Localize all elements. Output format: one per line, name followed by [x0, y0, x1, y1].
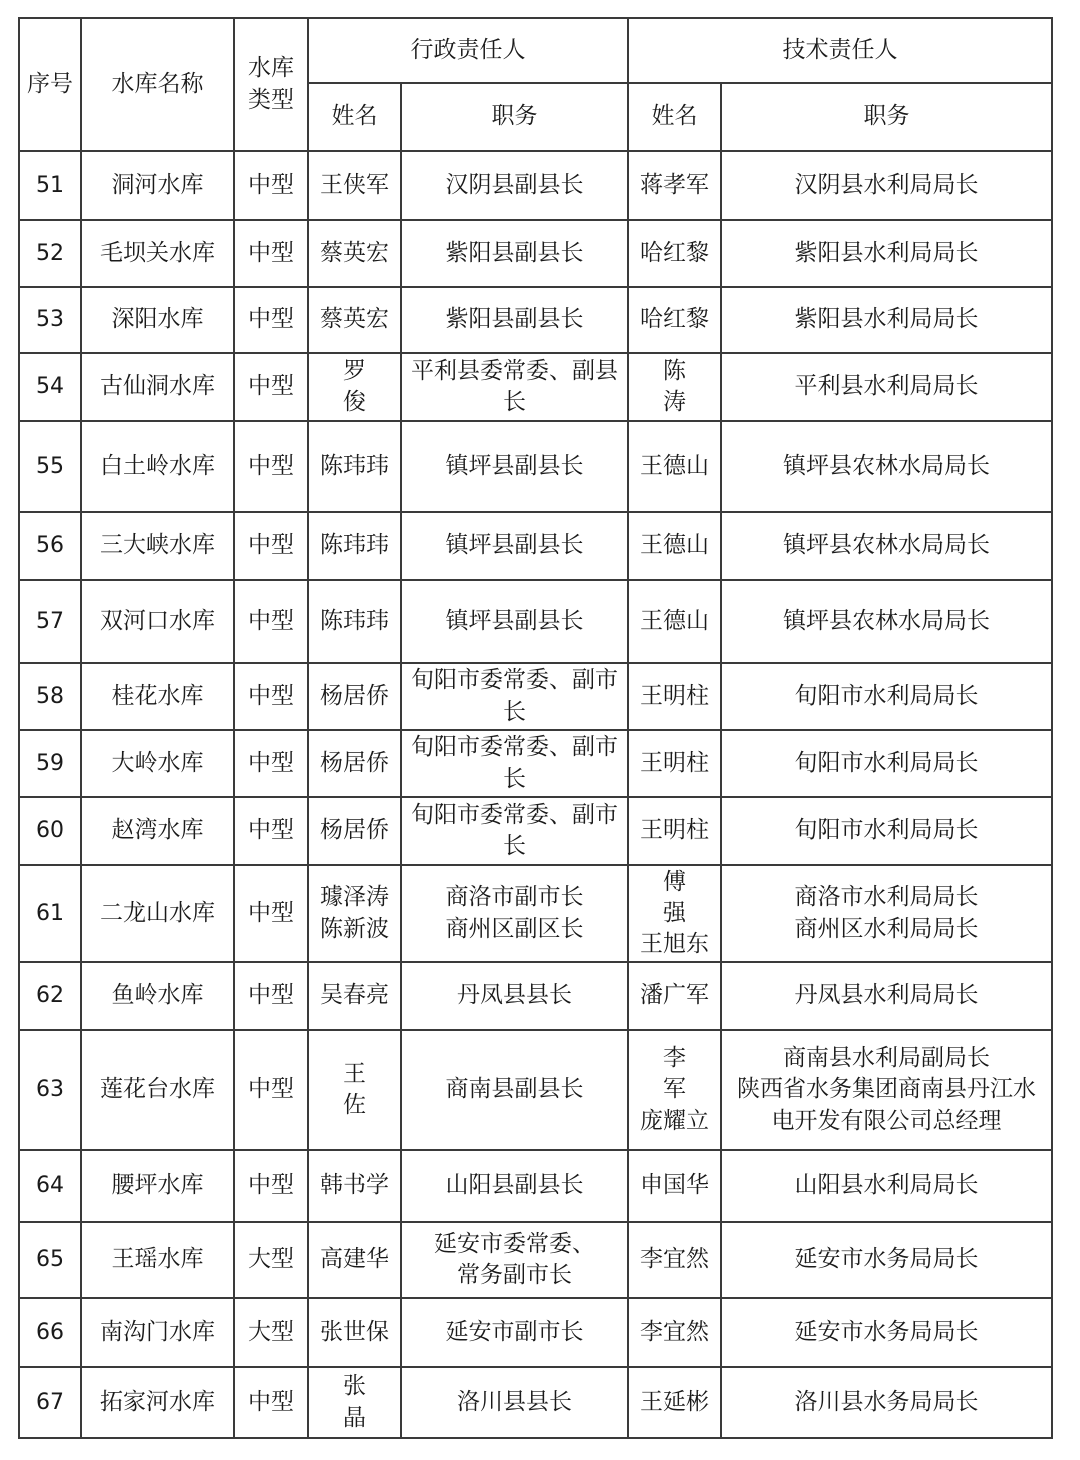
admin-title-cell [401, 421, 628, 512]
tech-title-cell [721, 1030, 1052, 1150]
reservoir-name-cell: 赵湾水库 [81, 797, 234, 865]
tech-title-line: 旬阳市水利局局长 [794, 682, 979, 709]
tech-name-cell [628, 421, 721, 512]
tech-title-line: 陕西省水务集团商南县丹江水 [737, 1076, 1036, 1103]
admin-title-line: 商州区副区长 [445, 915, 584, 942]
tech-name: 王明柱 [640, 749, 709, 776]
admin-title-line: 镇坪县副县长 [445, 607, 584, 634]
tech-name-cell [628, 353, 721, 421]
table-row [19, 421, 1052, 512]
tech-name: 傅强 [662, 868, 707, 926]
tech-title-line: 旬阳市水利局局长 [794, 749, 979, 776]
admin-title-cell [401, 663, 628, 730]
admin-title-line: 丹凤县县长 [457, 982, 572, 1009]
reservoir-type-cell: 中型 [234, 1367, 308, 1438]
header-seq: 序号 [19, 18, 81, 151]
admin-name: 高建华 [320, 1246, 389, 1273]
seq-cell: 56 [19, 512, 81, 580]
tech-title-cell [721, 797, 1052, 865]
admin-title-cell [401, 1030, 628, 1150]
reservoir-name-cell: 三大峡水库 [81, 512, 234, 580]
admin-title-cell [401, 730, 628, 797]
tech-name-cell [628, 865, 721, 962]
admin-title-cell [401, 1298, 628, 1367]
admin-title-cell [401, 865, 628, 962]
admin-name-cell [308, 1150, 401, 1222]
reservoir-type-cell: 中型 [234, 353, 308, 421]
seq-cell: 52 [19, 220, 81, 287]
admin-title-cell [401, 962, 628, 1030]
tech-title-line: 汉阴县水利局局长 [794, 171, 979, 198]
tech-name: 王德山 [640, 532, 709, 559]
tech-title-cell [721, 962, 1052, 1030]
tech-title-line: 镇坪县农林水局局长 [783, 607, 990, 634]
admin-name-cell [308, 512, 401, 580]
admin-title-line: 镇坪县副县长 [445, 452, 584, 479]
seq-cell: 58 [19, 663, 81, 730]
admin-name: 张世保 [320, 1318, 389, 1345]
seq-cell: 63 [19, 1030, 81, 1150]
tech-name: 申国华 [640, 1172, 709, 1199]
reservoir-name-cell: 王瑶水库 [81, 1222, 234, 1298]
header-admin-title: 职务 [401, 83, 628, 151]
table-row [19, 1367, 1052, 1438]
tech-title-line: 镇坪县农林水局局长 [783, 452, 990, 479]
admin-title-cell [401, 287, 628, 353]
reservoir-name-cell: 双河口水库 [81, 580, 234, 663]
admin-name: 韩书学 [320, 1172, 389, 1199]
seq-cell: 60 [19, 797, 81, 865]
admin-name: 王侠军 [320, 171, 389, 198]
admin-title-line: 山阳县副县长 [445, 1172, 584, 1199]
tech-name: 王明柱 [640, 817, 709, 844]
tech-title-cell [721, 220, 1052, 287]
tech-name: 王明柱 [640, 682, 709, 709]
admin-name: 陈玮玮 [320, 452, 389, 479]
seq-cell: 66 [19, 1298, 81, 1367]
admin-name: 璩泽涛 [320, 884, 389, 911]
admin-title-line: 商洛市副市长 [445, 884, 584, 911]
header-admin-group: 行政责任人 [308, 18, 628, 83]
tech-title-line: 商州区水利局局长 [794, 915, 979, 942]
admin-name: 蔡英宏 [320, 306, 389, 333]
tech-name-cell [628, 512, 721, 580]
reservoir-type-cell: 中型 [234, 730, 308, 797]
admin-name: 张晶 [342, 1373, 387, 1431]
tech-title-cell [721, 512, 1052, 580]
admin-name: 杨居侨 [320, 817, 389, 844]
reservoir-name-cell: 毛坝关水库 [81, 220, 234, 287]
admin-title-line: 延安市副市长 [445, 1318, 584, 1345]
seq-cell: 51 [19, 151, 81, 220]
admin-title-cell [401, 1222, 628, 1298]
reservoir-type-cell: 中型 [234, 865, 308, 962]
tech-title-line: 紫阳县水利局局长 [794, 306, 979, 333]
admin-name: 陈玮玮 [320, 532, 389, 559]
tech-title-line: 山阳县水利局局长 [794, 1172, 979, 1199]
tech-name: 王德山 [640, 452, 709, 479]
seq-cell: 55 [19, 421, 81, 512]
seq-cell: 57 [19, 580, 81, 663]
table-row [19, 353, 1052, 421]
tech-name: 李军 [662, 1045, 707, 1103]
header-tech-title: 职务 [721, 83, 1052, 151]
reservoir-name-cell: 二龙山水库 [81, 865, 234, 962]
tech-name-cell [628, 287, 721, 353]
tech-name-cell [628, 663, 721, 730]
table-header [19, 18, 1052, 151]
table-row [19, 1298, 1052, 1367]
reservoir-name-cell: 大岭水库 [81, 730, 234, 797]
table-row [19, 730, 1052, 797]
header-type-line-1: 水库 [248, 55, 294, 82]
admin-title-cell [401, 220, 628, 287]
reservoir-name-cell: 莲花台水库 [81, 1030, 234, 1150]
header-tech-name: 姓名 [628, 83, 721, 151]
tech-name-cell [628, 151, 721, 220]
reservoir-type-cell: 中型 [234, 220, 308, 287]
admin-title-line: 旬阳市委常委、副市长 [411, 734, 618, 792]
admin-title-cell [401, 580, 628, 663]
admin-title-line: 商南县副县长 [445, 1076, 584, 1103]
reservoir-name-cell: 桂花水库 [81, 663, 234, 730]
tech-title-cell [721, 663, 1052, 730]
tech-title-line: 延安市水务局局长 [794, 1318, 979, 1345]
tech-title-line: 电开发有限公司总经理 [771, 1107, 1002, 1134]
table-row [19, 151, 1052, 220]
table-row [19, 220, 1052, 287]
seq-cell: 61 [19, 865, 81, 962]
admin-name: 杨居侨 [320, 749, 389, 776]
seq-cell: 59 [19, 730, 81, 797]
reservoir-type-cell: 大型 [234, 1298, 308, 1367]
tech-name: 王延彬 [640, 1388, 709, 1415]
table-row [19, 865, 1052, 962]
reservoir-name-cell: 古仙洞水库 [81, 353, 234, 421]
reservoir-type-cell: 中型 [234, 421, 308, 512]
header-admin-name: 姓名 [308, 83, 401, 151]
admin-title-line: 延安市委常委、 [434, 1230, 595, 1257]
tech-title-cell [721, 421, 1052, 512]
admin-name-cell [308, 353, 401, 421]
admin-name: 蔡英宏 [320, 239, 389, 266]
reservoir-name-cell: 白土岭水库 [81, 421, 234, 512]
admin-name-cell [308, 421, 401, 512]
tech-title-cell [721, 151, 1052, 220]
admin-name-cell [308, 962, 401, 1030]
tech-title-line: 洛川县水务局局长 [794, 1388, 979, 1415]
tech-title-cell [721, 1367, 1052, 1438]
tech-name-cell [628, 1298, 721, 1367]
admin-name-cell [308, 1030, 401, 1150]
admin-title-line: 旬阳市委常委、副市长 [411, 801, 618, 859]
tech-name-cell [628, 962, 721, 1030]
tech-name-cell [628, 797, 721, 865]
reservoir-type-cell: 中型 [234, 151, 308, 220]
table-row [19, 797, 1052, 865]
tech-name-cell [628, 1030, 721, 1150]
table-row [19, 1030, 1052, 1150]
admin-name: 吴春亮 [320, 982, 389, 1009]
admin-title-line: 紫阳县副县长 [445, 306, 584, 333]
admin-name: 陈玮玮 [320, 607, 389, 634]
tech-title-line: 商南县水利局副局长 [783, 1045, 990, 1072]
reservoir-name-cell: 洞河水库 [81, 151, 234, 220]
tech-title-line: 丹凤县水利局局长 [794, 982, 979, 1009]
admin-title-line: 洛川县县长 [457, 1388, 572, 1415]
header-tech-group: 技术责任人 [628, 18, 1052, 83]
seq-cell: 64 [19, 1150, 81, 1222]
header-type-line-2: 类型 [248, 86, 294, 113]
admin-title-line: 旬阳市委常委、副市长 [411, 667, 618, 725]
admin-name-cell [308, 220, 401, 287]
reservoir-type-cell: 中型 [234, 797, 308, 865]
admin-title-line: 镇坪县副县长 [445, 532, 584, 559]
tech-title-cell [721, 1298, 1052, 1367]
seq-cell: 53 [19, 287, 81, 353]
admin-title-line: 平利县委常委、副县长 [411, 357, 618, 415]
tech-name-cell [628, 1367, 721, 1438]
tech-name: 庞耀立 [640, 1107, 709, 1134]
admin-name-cell [308, 730, 401, 797]
table-row [19, 1150, 1052, 1222]
table-row [19, 580, 1052, 663]
tech-name-cell [628, 1150, 721, 1222]
seq-cell: 65 [19, 1222, 81, 1298]
tech-title-line: 旬阳市水利局局长 [794, 817, 979, 844]
admin-title-cell [401, 512, 628, 580]
reservoir-name-cell: 腰坪水库 [81, 1150, 234, 1222]
tech-title-cell [721, 1222, 1052, 1298]
tech-name: 哈红黎 [640, 239, 709, 266]
admin-name: 陈新波 [320, 915, 389, 942]
header-reservoir-name: 水库名称 [81, 18, 234, 151]
admin-title-line: 汉阴县副县长 [445, 171, 584, 198]
header-reservoir-type [234, 18, 308, 151]
admin-name-cell [308, 1367, 401, 1438]
reservoir-type-cell: 大型 [234, 1222, 308, 1298]
tech-name-cell [628, 220, 721, 287]
table-body [19, 151, 1052, 1438]
admin-name-cell [308, 151, 401, 220]
reservoir-name-cell: 拓家河水库 [81, 1367, 234, 1438]
tech-title-cell [721, 865, 1052, 962]
reservoir-type-cell: 中型 [234, 663, 308, 730]
tech-title-line: 镇坪县农林水局局长 [783, 532, 990, 559]
reservoir-type-cell: 中型 [234, 1030, 308, 1150]
admin-name-cell [308, 663, 401, 730]
tech-name-cell [628, 730, 721, 797]
tech-name: 王德山 [640, 607, 709, 634]
seq-cell: 67 [19, 1367, 81, 1438]
reservoir-type-cell: 中型 [234, 580, 308, 663]
admin-name-cell [308, 287, 401, 353]
tech-title-cell [721, 580, 1052, 663]
reservoir-type-cell: 中型 [234, 1150, 308, 1222]
tech-name: 李宜然 [640, 1246, 709, 1273]
table-row [19, 512, 1052, 580]
admin-title-line: 紫阳县副县长 [445, 239, 584, 266]
tech-title-cell [721, 287, 1052, 353]
table-row [19, 962, 1052, 1030]
admin-name-cell [308, 797, 401, 865]
reservoir-name-cell: 南沟门水库 [81, 1298, 234, 1367]
admin-title-line: 常务副市长 [457, 1262, 572, 1288]
tech-name: 潘广军 [640, 982, 709, 1009]
reservoir-type-cell: 中型 [234, 287, 308, 353]
admin-name-cell [308, 1222, 401, 1298]
reservoir-responsibility-table [18, 17, 1053, 1439]
tech-name: 蒋孝军 [640, 171, 709, 198]
admin-name: 罗俊 [342, 357, 387, 415]
admin-title-cell [401, 151, 628, 220]
admin-name-cell [308, 580, 401, 663]
tech-name: 王旭东 [640, 931, 709, 958]
table-row [19, 287, 1052, 353]
tech-name-cell [628, 580, 721, 663]
tech-title-cell [721, 353, 1052, 421]
admin-title-cell [401, 797, 628, 865]
reservoir-name-cell: 深阳水库 [81, 287, 234, 353]
admin-title-cell [401, 1367, 628, 1438]
admin-name-cell [308, 865, 401, 962]
tech-name: 哈红黎 [640, 306, 709, 333]
admin-name: 杨居侨 [320, 682, 389, 709]
table-row [19, 1222, 1052, 1298]
seq-cell: 54 [19, 353, 81, 421]
tech-name: 李宜然 [640, 1318, 709, 1345]
reservoir-name-cell: 鱼岭水库 [81, 962, 234, 1030]
reservoir-type-cell: 中型 [234, 512, 308, 580]
table-row [19, 663, 1052, 730]
tech-name: 陈涛 [662, 357, 707, 415]
tech-title-line: 商洛市水利局局长 [794, 884, 979, 911]
admin-title-cell [401, 1150, 628, 1222]
admin-name: 王佐 [342, 1060, 387, 1118]
seq-cell: 62 [19, 962, 81, 1030]
admin-title-cell [401, 353, 628, 421]
tech-title-line: 紫阳县水利局局长 [794, 239, 979, 266]
tech-title-cell [721, 1150, 1052, 1222]
tech-name-cell [628, 1222, 721, 1298]
tech-title-line: 平利县水利局局长 [794, 373, 979, 400]
reservoir-type-cell: 中型 [234, 962, 308, 1030]
tech-title-line: 延安市水务局局长 [794, 1246, 979, 1273]
tech-title-cell [721, 730, 1052, 797]
admin-name-cell [308, 1298, 401, 1367]
